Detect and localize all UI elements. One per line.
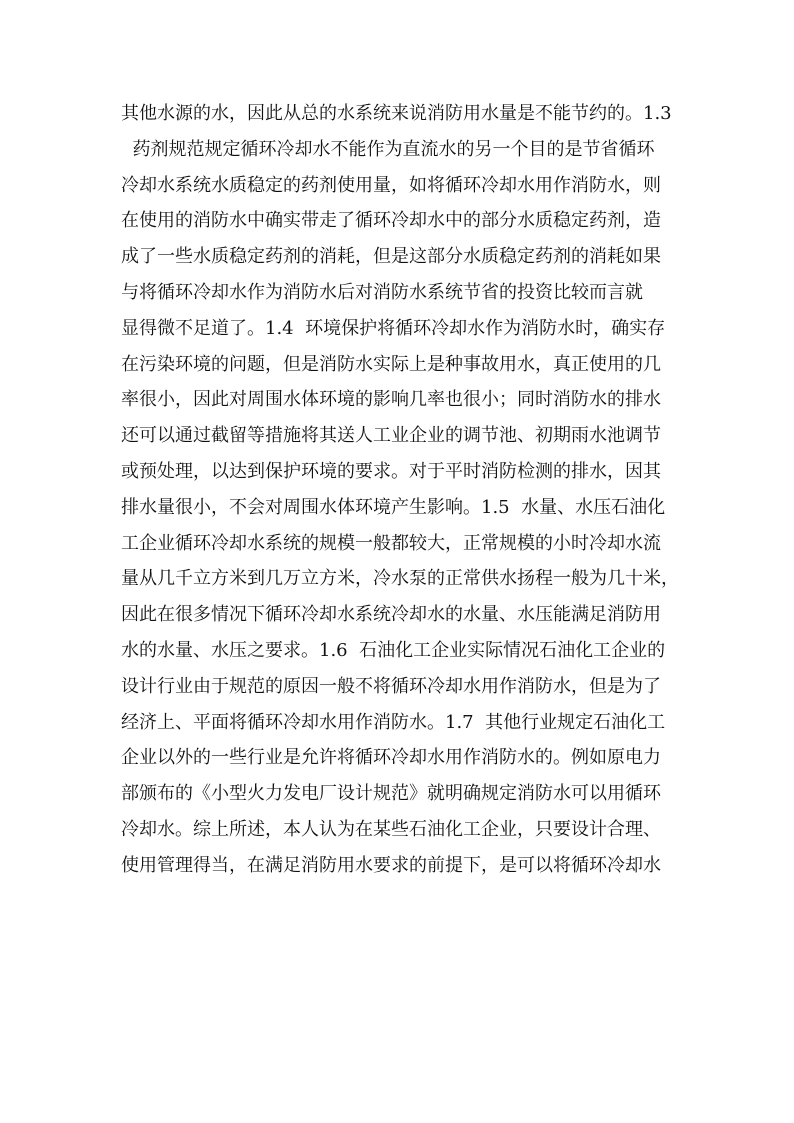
text-line-15: 因此在很多情况下循环冷却水系统冷却水的水量、水压能满足消防用 xyxy=(121,604,661,626)
text-line-10: 还可以通过截留等措施将其送人工业企业的调节池、初期雨水池调节 xyxy=(121,425,661,447)
text-line-17: 设计行业由于规范的原因一般不将循环冷却水用作消防水，但是为了 xyxy=(121,675,661,697)
text-line-14: 量从几千立方米到几万立方米，冷水泵的正常供水扬程一般为几十米， xyxy=(121,568,679,590)
text-line-18: 经济上、平面将循环冷却水用作消防水。1.7 其他行业规定石油化工 xyxy=(121,711,666,733)
text-line-5: 成了一些水质稳定药剂的消耗，但是这部分水质稳定药剂的消耗如果 xyxy=(121,246,661,268)
text-line-21: 冷却水。综上所述，本人认为在某些石油化工企业，只要设计合理、 xyxy=(121,818,661,840)
body-text xyxy=(121,96,701,884)
text-line-12: 排水量很小，不会对周围水体环境产生影响。1.5 水量、水压石油化 xyxy=(121,496,666,518)
text-line-13: 工企业循环冷却水系统的规模一般都较大，正常规模的小时冷却水流 xyxy=(121,532,661,554)
text-line-7: 显得微不足道了。1.4 环境保护将循环冷却水作为消防水时，确实存 xyxy=(121,317,666,339)
text-line-4: 在使用的消防水中确实带走了循环冷却水中的部分水质稳定药剂，造 xyxy=(121,210,661,232)
text-line-9: 率很小，因此对周围水体环境的影响几率也很小；同时消防水的排水 xyxy=(121,389,661,411)
text-line-3: 冷却水系统水质稳定的药剂使用量，如将循环冷却水用作消防水，则 xyxy=(121,174,661,196)
text-line-19: 企业以外的一些行业是允许将循环冷却水用作消防水的。例如原电力 xyxy=(121,747,661,769)
text-line-11: 或预处理，以达到保护环境的要求。对于平时消防检测的排水，因其 xyxy=(121,460,661,482)
text-line-1: 其他水源的水，因此从总的水系统来说消防用水量是不能节约的。1.3 xyxy=(121,103,672,124)
text-line-2: 药剂规范规定循环冷却水不能作为直流水的另一个目的是节省循环 xyxy=(121,138,655,160)
text-line-22: 使用管理得当，在满足消防用水要求的前提下，是可以将循环冷却水 xyxy=(121,854,661,876)
text-line-20: 部颁布的《小型火力发电厂设计规范》就明确规定消防水可以用循环 xyxy=(121,783,661,805)
text-line-16: 水的水量、水压之要求。1.6 石油化工企业实际情况石油化工企业的 xyxy=(121,639,666,661)
text-line-8: 在污染环境的问题，但是消防水实际上是种事故用水，真正使用的几 xyxy=(121,353,661,375)
text-line-6: 与将循环冷却水作为消防水后对消防水系统节省的投资比较而言就 xyxy=(121,281,643,303)
